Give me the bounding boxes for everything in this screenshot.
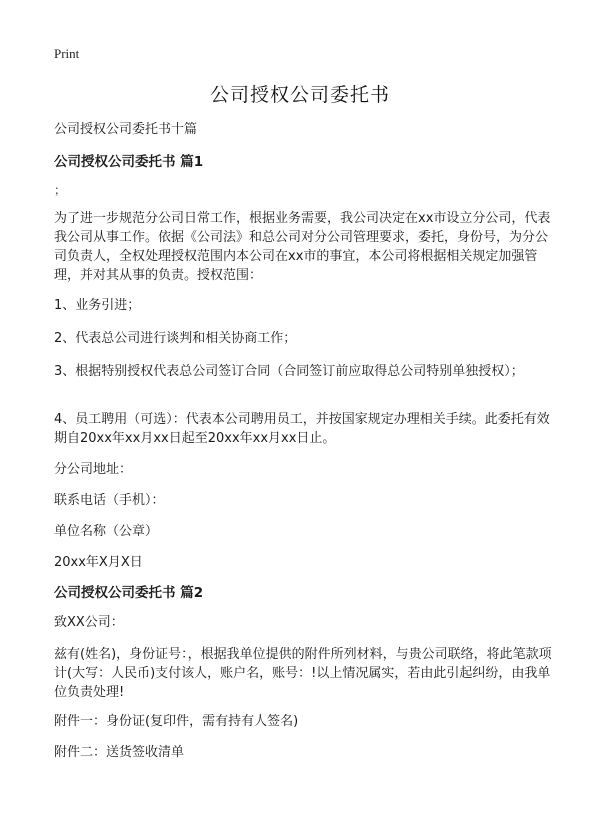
payment-paragraph: 兹有(姓名)，身份证号：，根据我单位提供的附件所列材料，与贵公司联络，将此笔款项计(大写：人民币)支付该人，账户名，账号：!以上情况属实，若由此引起纠纷，由我单位负责处理! — [54, 647, 552, 700]
page-title: 公司授权公司委托书 — [209, 84, 390, 106]
document-subtitle: 公司授权公司委托书十篇 — [54, 122, 198, 137]
scope-item-1: 1、业务引进； — [54, 298, 141, 313]
section-heading-1: 公司授权公司委托书 篇1 — [54, 154, 204, 170]
section-heading-2: 公司授权公司委托书 篇2 — [54, 585, 204, 601]
intro-paragraph: 为了进一步规范分公司日常工作，根据业务需要，我公司决定在xx市设立分公司，代表我公司从事工作。依据《公司法》和总公司对分公司管理要求，委托，身份号，为分公司负责人，全权处理授权范围内本公司在xx市的事宜，本公司将根据相关规定加强管理，并对其从事的负责。授权范围： — [54, 211, 551, 283]
contact-phone-field: 联系电话（手机）： — [54, 493, 165, 508]
signature-date: 20xx年X月X日 — [54, 555, 143, 570]
attachment-2: 附件二：送货签收清单 — [54, 745, 185, 760]
salutation: 致XX公司： — [54, 615, 124, 630]
paragraph-mark: ； — [54, 183, 67, 197]
unit-name-field: 单位名称（公章） — [54, 524, 159, 539]
print-label: Print — [54, 46, 80, 61]
branch-address-field: 分公司地址： — [54, 462, 133, 477]
scope-item-4: 4、员工聘用（可选）：代表本公司聘用员工，并按国家规定办理相关手续。此委托有效期自20xx年xx月xx日起至20xx年xx月xx日止。 — [54, 412, 550, 446]
attachment-1: 附件一：身份证(复印件，需有持有人签名) — [54, 714, 299, 729]
scope-item-3: 3、根据特别授权代表总公司签订合同（合同签订前应取得总公司特别单独授权）； — [54, 364, 524, 379]
scope-item-2: 2、代表总公司进行谈判和相关协商工作； — [54, 331, 297, 346]
